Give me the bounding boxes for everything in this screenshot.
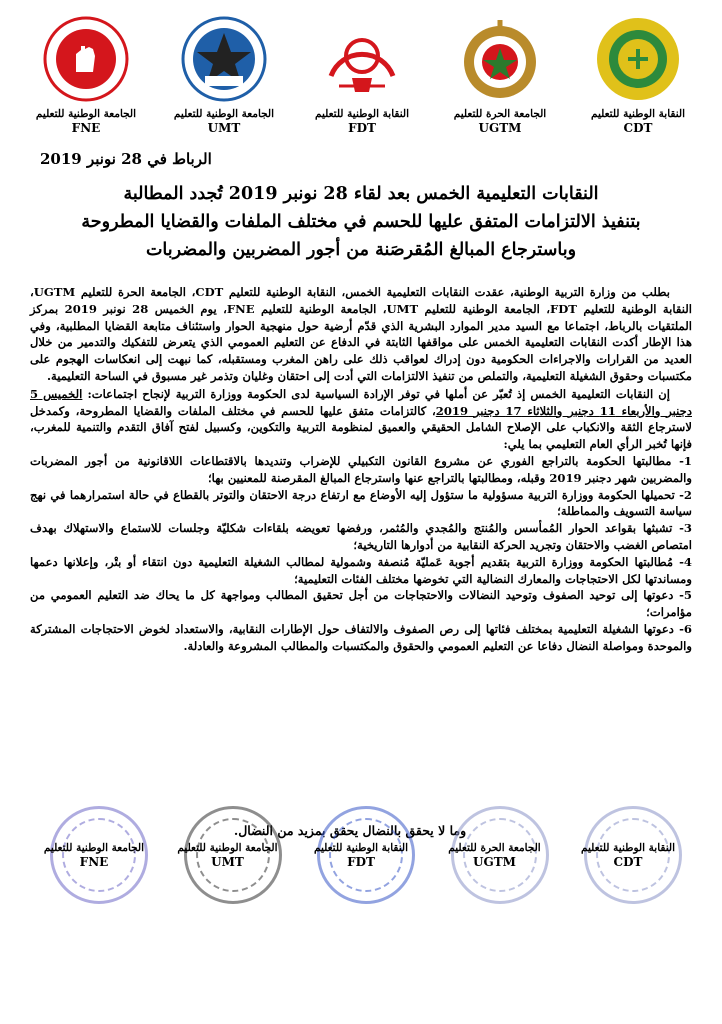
org-name: النقابة الوطنية للتعليم — [314, 108, 410, 120]
title-line: وباسترجاع المبالغ المُقرصَنة من أجور المضربين والمضربات — [145, 240, 577, 260]
meeting-dates: الخميس 5 دجنبر والأربعاء 11 دجنبر والثلاثاء 17 دجنبر 2019 — [30, 386, 692, 418]
org-fne — [22, 16, 150, 146]
demand-item: 4- مُطالبتها الحكومة ووزارة التربية بتقديم أجوبة عَمليّة مُنصفة وشمولية لمطالب الشغيلة التعليمية دون انتقاء أو بتْر، وإعلانها دعمها ومساندتها لكل الاحتجاجات والمعارك النضالية التي تخوضها مختلف الفئات التعليمية؛ — [30, 554, 692, 586]
demand-item: 1- مطالبتها الحكومة بالتراجع الفوري عن مشروع القانون التكبيلي للإضراب وتنديدها بالاقتطاعات اللاقانونية من أجور المضربات والمضربين شهر دجنبر 2019 وقبله، ومطالبتها بالتراجع عنها واسترجاع المبالغ المقرصنة للمعنيين بها؛ — [30, 453, 692, 485]
org-name: النقابة الوطنية للتعليم — [590, 108, 686, 120]
signature-umt — [164, 836, 292, 956]
org-name: الجامعة الوطنية للتعليم — [43, 842, 145, 854]
signature-cdt — [564, 836, 692, 956]
document-date: الرباط في 28 نونبر 2019 — [40, 150, 212, 168]
demand-item: 6- دعوتها الشغيلة التعليمية بمختلف فئاتها إلى رص الصفوف والالتفاف حول الإطارات النقابية، والاستعداد لخوض الاحتجاجات المشتركة والموحدة ومواصلة النضال دفاعا عن التعليم العمومي والحقوق والمكتسبات والمطالب المشروعة والعادلة. — [30, 621, 692, 653]
paragraph-intro: بطلب من وزارة التربية الوطنية، عقدت النقابات التعليمية الخمس، النقابة الوطنية للتعليم CDT، الجامعة الحرة للتعليم UGTM، النقابة الوطنية للتعليم FDT، الجامعة الوطنية للتعليم UMT، الجامعة الوطنية للتعليم FNE، يوم الخميس 28 نونبر 2019 بمركز الملتقيات بالرباط، اجتماعا مع السيد مدير الموارد البشرية الذي قدّم أرضية حول منهجية الحوار واستئناف متابعة القضايا المطلبية، وفي هذا الإطار أكدت النقابات التعليمية الخمس على مواقفها الثابتة في الدفاع عن التعليم العمومي الذي يتعرض للتفكيك والتدمير من خلال العديد من القرارات والاجراءات الحكومية دون إدراك لعواقب ذلك على راهن المغرب ومستقبله، كما نبهت إلى انعكاسات الهجوم على مكتسبات وحقوق الشغيلة التعليمية، والتملص من تنفيذ الالتزامات التي أدت إلى احتقان وغليان وتذمر غير مسبوق في الساحة التعليمية. — [30, 285, 692, 383]
signature-fne — [30, 836, 158, 956]
cdt-logo — [595, 16, 681, 102]
paragraph-statement — [30, 386, 692, 453]
document-title — [30, 180, 692, 264]
org-abbr: UGTM — [478, 121, 522, 135]
org-abbr: CDT — [623, 121, 653, 135]
statement-rest: ، كالتزامات متفق عليها للحسم في مختلف الملفات والقضايا المطروحة، وكمدخل لاسترجاع الثقة والانكباب على الإصلاح الشامل الحقيقي والعميق لمنظومة التربية والتكوين، وكسبيل لفتح آفاق التقدم والتنمية للمغرب، فإنها تُخبر الرأي العام التعليمي بما يلي: — [30, 403, 692, 452]
org-ugtm — [436, 16, 564, 146]
header-logos — [22, 16, 702, 146]
signature-fdt — [297, 836, 425, 956]
title-line: بتنفيذ الالتزامات المتفق عليها للحسم في مختلف الملفات والقضايا المطروحة — [81, 212, 641, 232]
demand-item: 2- تحميلها الحكومة ووزارة التربية مسؤولية ما ستؤول إليه الأوضاع مع ارتفاع درجة الاحتقان والتوتر بالقطاع في حالة استمرارهما في نهج سياسة التسويف والمماطلة؛ — [30, 487, 692, 519]
org-abbr: CDT — [613, 855, 643, 869]
fne-logo — [43, 16, 129, 102]
org-abbr: UMT — [207, 121, 241, 135]
org-abbr: FDT — [348, 121, 376, 135]
statement-lead: إن النقابات التعليمية الخمس إذ تُعبّر عن أملها في توفر الإرادة السياسية لدى الحكومة ووزارة التربية لإنجاح اجتماعات: — [82, 386, 670, 401]
document-body — [30, 284, 692, 655]
signatures-row — [30, 836, 692, 956]
signature-ugtm — [431, 836, 559, 956]
umt-logo — [181, 16, 267, 102]
org-name: الجامعة الوطنية للتعليم — [177, 842, 278, 854]
org-abbr: FNE — [79, 855, 109, 869]
ugtm-logo — [457, 16, 543, 102]
org-abbr: UMT — [211, 855, 244, 869]
org-abbr: FNE — [71, 121, 101, 135]
org-name: الجامعة الوطنية للتعليم — [173, 108, 275, 120]
fdt-logo — [319, 16, 405, 102]
demand-item: 5- دعوتها إلى توحيد الصفوف وتوحيد النضالات والاحتجاجات من أجل تحقيق المطالب ومواجهة كل ما يحاك ضد التعليم العمومي من مؤامرات؛ — [30, 588, 692, 620]
org-cdt — [574, 16, 702, 146]
org-name: الجامعة الحرة للتعليم — [453, 108, 547, 120]
closing-slogan: وما لا يحقق بالنضال يحقق بمزيد من النضال. — [233, 823, 467, 838]
org-name: النقابة الوطنية للتعليم — [313, 842, 409, 854]
org-abbr: FDT — [347, 855, 375, 869]
org-name: الجامعة الحرة للتعليم — [448, 842, 541, 854]
org-name: الجامعة الوطنية للتعليم — [35, 108, 137, 120]
org-umt — [160, 16, 288, 146]
demand-item: 3- تشبثها بقواعد الحوار المُمأسس والمُنتج والمُجدي والمُثمر، ورفضها تعويضه بلقاءات شكليّة وجلسات للاستماع والاستهلاك بهدف امتصاص الغضب والاحتقان وتجريد الحركة النقابية من أدوارها التاريخية؛ — [30, 521, 692, 552]
title-line: النقابات التعليمية الخمس بعد لقاء 28 نونبر 2019 تُجدد المطالبة — [123, 184, 599, 204]
org-fdt — [298, 16, 426, 146]
org-abbr: UGTM — [473, 855, 516, 869]
org-name: النقابة الوطنية للتعليم — [580, 842, 676, 854]
